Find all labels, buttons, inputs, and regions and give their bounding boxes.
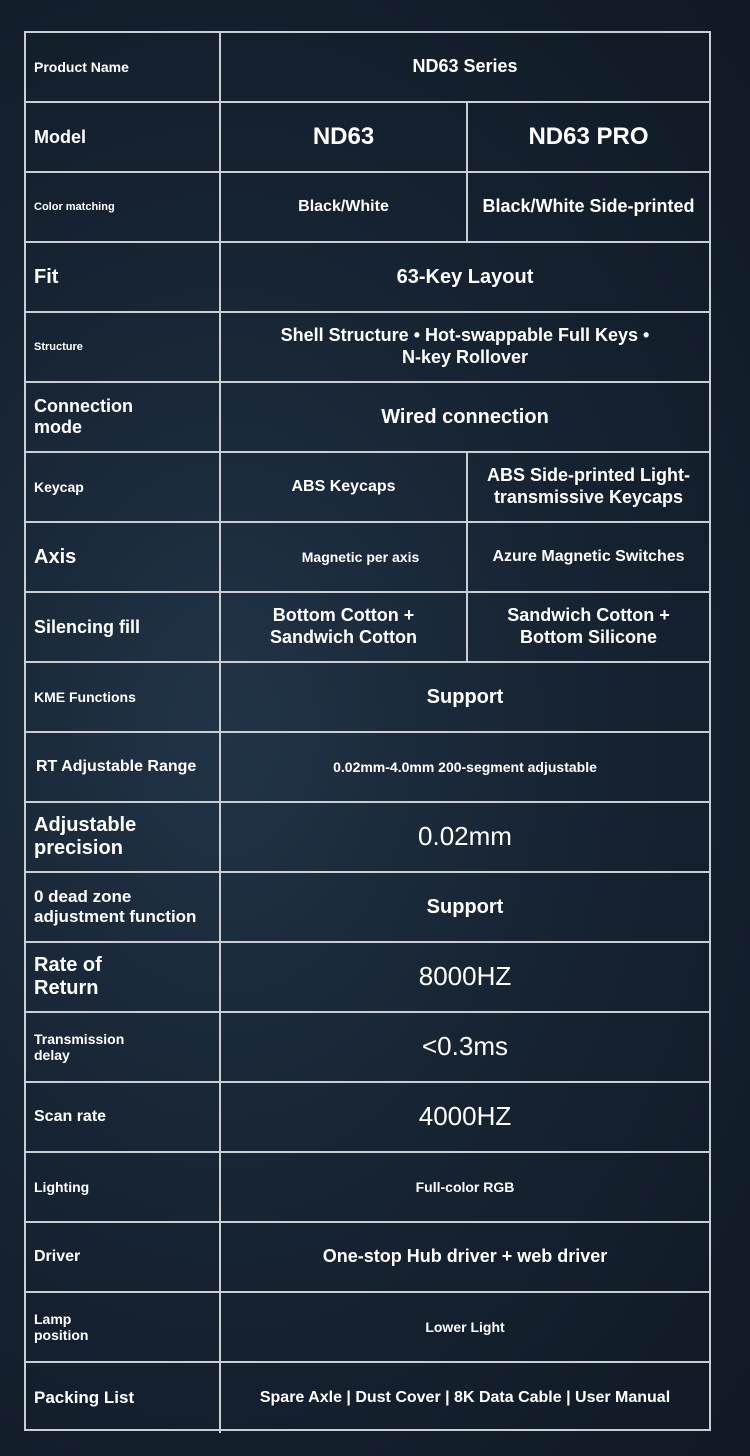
row-value-nd63-pro: Sandwich Cotton + Bottom Silicone [466,593,709,661]
row-label: Axis [26,523,221,591]
spec-row-lighting [26,1153,709,1223]
row-value: 8000HZ [418,961,512,992]
row-value-nd63: Magnetic per axis [301,548,420,565]
row-value: <0.3ms [422,1031,508,1062]
row-label: Structure [26,313,221,381]
spec-row-keycap [26,453,709,523]
spec-table [24,31,711,1431]
spec-row-color-matching [26,173,709,243]
spec-row-lamp-position [26,1293,709,1363]
row-label: Connection mode [26,383,221,451]
row-value: Support [426,896,504,918]
row-value-nd63-pro: ABS Side-printed Light-transmissive Keycaps [466,453,709,521]
spec-row-rt-adjustable-range [26,733,709,803]
row-label: Transmission delay [26,1013,221,1081]
row-label: Silencing fill [26,593,221,661]
spec-row-axis [26,523,709,593]
row-label: Rate of Return [26,943,221,1011]
row-label: 0 dead zone adjustment function [26,873,221,941]
spec-row-packing-list [26,1363,709,1433]
row-value: One-stop Hub driver + web driver [322,1246,608,1267]
row-value: 63-Key Layout [396,266,534,288]
spec-row-adjustable-precision [26,803,709,873]
row-label: Keycap [26,453,221,521]
row-value: Full-color RGB [415,1178,515,1195]
row-label: Color matching [26,173,221,241]
row-value-nd63: ND63 [312,122,375,150]
spec-row-model [26,103,709,173]
spec-row-product-name [26,33,709,103]
spec-row-scan-rate [26,1083,709,1153]
row-label: Driver [26,1223,221,1291]
row-value: Lower Light [425,1318,505,1335]
row-value-nd63-pro: Black/White Side-printed [466,173,709,241]
row-label: Adjustable precision [26,803,221,871]
row-label: Lamp position [26,1293,221,1361]
row-label: Packing List [26,1363,221,1433]
row-value: ND63 Series [412,56,518,77]
row-label: RT Adjustable Range [26,733,221,801]
spec-row-structure [26,313,709,383]
row-value: 4000HZ [418,1101,512,1132]
row-value-nd63: Black/White [298,198,389,216]
row-value-nd63-pro: Azure Magnetic Switches [466,523,709,591]
row-label: Product Name [26,33,221,101]
row-value: Shell Structure • Hot-swappable Full Keys • N-key Rollover [280,325,650,367]
spec-row-transmission-delay [26,1013,709,1083]
spec-row-silencing-fill [26,593,709,663]
row-value: 0.02mm-4.0mm 200-segment adjustable [333,758,597,775]
row-value: Support [426,686,504,708]
spec-row-rate-of-return [26,943,709,1013]
spec-row-connection-mode [26,383,709,453]
row-value-nd63: Bottom Cotton + Sandwich Cotton [270,605,417,647]
row-label: Scan rate [26,1083,221,1151]
row-label: KME Functions [26,663,221,731]
spec-row-driver [26,1223,709,1293]
row-value-nd63: ABS Keycaps [291,478,396,496]
row-value-nd63-pro: ND63 PRO [466,103,709,171]
row-label: Model [26,103,221,171]
row-value: Wired connection [381,406,549,428]
spec-row-fit [26,243,709,313]
row-value: 0.02mm [418,821,512,852]
spec-row-kme-functions [26,663,709,733]
row-label: Fit [26,243,221,311]
spec-row-dead-zone [26,873,709,943]
row-label: Lighting [26,1153,221,1221]
row-value: Spare Axle | Dust Cover | 8K Data Cable | User Manual [259,1389,671,1407]
